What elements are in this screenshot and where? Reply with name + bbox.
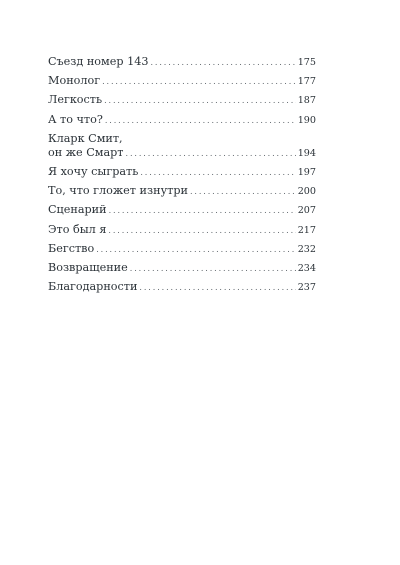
toc-entry-title: Это был я	[48, 222, 107, 236]
toc-entry	[48, 93, 316, 108]
toc-entry	[48, 261, 316, 276]
toc-entry-title: Легкость	[48, 93, 103, 107]
toc-entry	[48, 165, 316, 180]
toc-entry-line2	[48, 146, 316, 161]
table-of-contents	[48, 55, 316, 299]
toc-entry-title-line1: Кларк Смит,	[48, 131, 123, 145]
toc-entry-page: 177	[297, 76, 316, 88]
toc-entry-title: Возвращение	[48, 260, 128, 274]
dot-leader	[109, 204, 296, 218]
dot-leader	[130, 262, 296, 276]
toc-entry-title: Бегство	[48, 241, 95, 255]
dot-leader	[108, 224, 295, 238]
dot-leader	[150, 56, 295, 70]
dot-leader	[96, 243, 295, 257]
toc-entry-title: он же Смарт	[48, 145, 124, 159]
toc-entry	[48, 203, 316, 218]
toc-entry-title: Сценарий	[48, 203, 107, 217]
toc-entry-title: А то что?	[48, 112, 103, 126]
dot-leader	[102, 75, 296, 89]
toc-entry	[48, 223, 316, 238]
toc-entry-page: 234	[297, 262, 316, 274]
dot-leader	[139, 281, 295, 295]
dot-leader	[126, 147, 296, 161]
toc-entry	[48, 132, 316, 161]
toc-entry-title: Съезд номер 143	[48, 55, 149, 68]
toc-entry	[48, 184, 316, 199]
toc-entry-title: Я хочу сыграть	[48, 164, 139, 178]
toc-entry	[48, 55, 316, 70]
toc-entry	[48, 74, 316, 89]
toc-entry-page: 187	[297, 95, 316, 107]
dot-leader	[104, 94, 296, 108]
toc-entry-page: 197	[297, 166, 316, 178]
toc-entry	[48, 242, 316, 257]
dot-leader	[190, 185, 296, 199]
toc-entry-page: 175	[297, 57, 316, 68]
toc-entry-title: Благодарности	[48, 280, 138, 294]
toc-entry-page: 217	[297, 224, 316, 236]
toc-entry-page: 194	[297, 147, 316, 159]
toc-entry-title: То, что гложет изнутри	[48, 184, 188, 198]
toc-entry-page: 200	[297, 186, 316, 198]
toc-entry-page: 237	[297, 282, 316, 294]
toc-entry-title: Монолог	[48, 74, 101, 88]
toc-entry	[48, 280, 316, 295]
toc-entry-page: 190	[297, 114, 316, 126]
dot-leader	[105, 114, 296, 128]
toc-entry	[48, 113, 316, 128]
toc-entry-page: 207	[297, 205, 316, 217]
toc-entry-page: 232	[297, 243, 316, 255]
dot-leader	[140, 166, 295, 180]
